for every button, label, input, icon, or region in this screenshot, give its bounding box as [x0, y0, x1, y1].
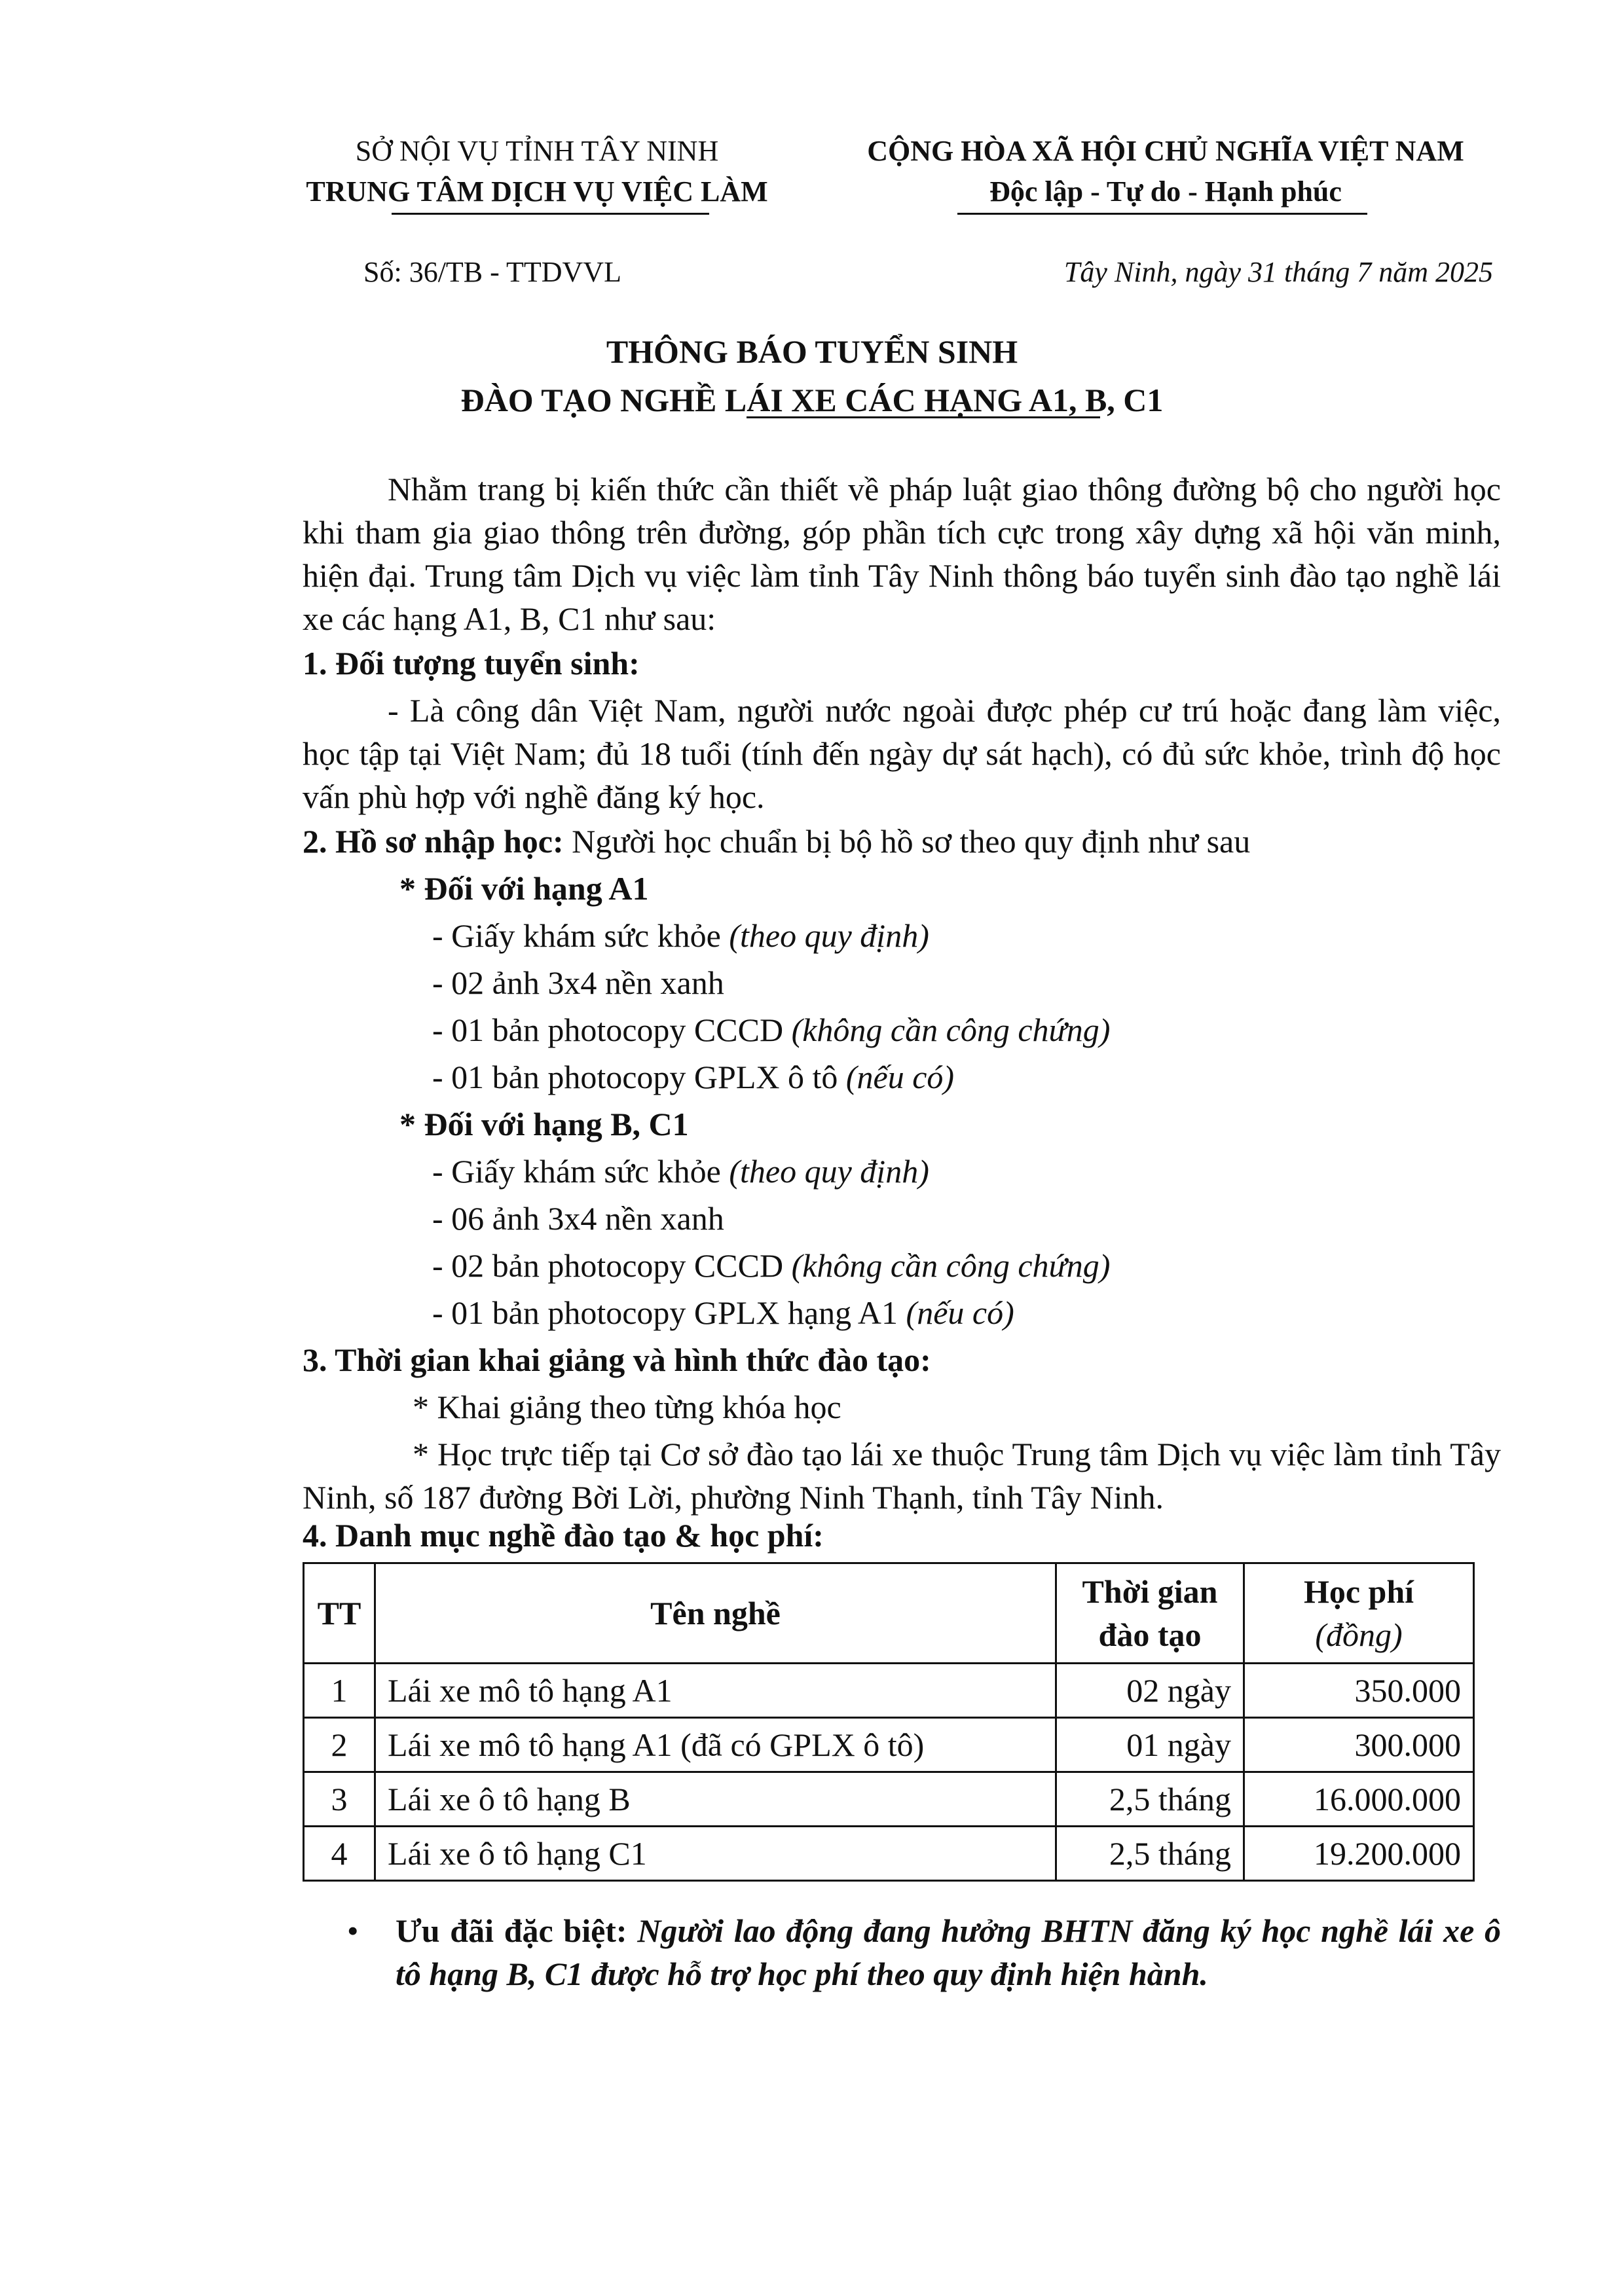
group-a1-title: * Đối với hạng A1 — [399, 870, 649, 907]
list-item: - 02 ảnh 3x4 nền xanh — [432, 964, 724, 1001]
section4-heading: 4. Danh mục nghề đào tạo & học phí: — [303, 1517, 824, 1554]
cell-fee: 19.200.000 — [1244, 1827, 1474, 1881]
col-header-name: Tên nghề — [375, 1563, 1056, 1664]
cell-tt: 1 — [304, 1664, 375, 1718]
table-header-row — [304, 1563, 1474, 1664]
group-bc1-title: * Đối với hạng B, C1 — [399, 1106, 689, 1142]
national-heading — [819, 131, 1513, 212]
document-number: Số: 36/TB - TTDVVL — [363, 256, 621, 288]
list-item: - Giấy khám sức khỏe (theo quy định) — [432, 1153, 929, 1190]
cell-name: Lái xe mô tô hạng A1 (đã có GPLX ô tô) — [375, 1718, 1056, 1772]
list-item: - 01 bản photocopy GPLX ô tô (nếu có) — [432, 1059, 955, 1095]
section1-text: - Là công dân Việt Nam, người nước ngoài được phép cư trú hoặc đang làm việc, học tập tại Việt Nam; đủ 18 tuổi (tính đến ngày dự sát hạch), có đủ sức khỏe, trình độ học vấn phù hợp với nghề đăng ký học. — [303, 692, 1501, 815]
notice-title-line1: THÔNG BÁO TUYỂN SINH — [606, 333, 1018, 370]
list-item: - Giấy khám sức khỏe (theo quy định) — [432, 917, 929, 954]
table-row — [304, 1718, 1474, 1772]
table-row — [304, 1827, 1474, 1881]
section2-heading-rest: Người học chuẩn bị bộ hồ sơ theo quy định như sau — [563, 823, 1251, 860]
title-underline — [747, 416, 1100, 418]
section1-heading: 1. Đối tượng tuyển sinh: — [303, 645, 640, 682]
cell-fee: 16.000.000 — [1244, 1772, 1474, 1827]
col-header-fee: Học phí (đồng) — [1244, 1563, 1474, 1664]
special-offer — [396, 1909, 1501, 1995]
cell-tt: 2 — [304, 1718, 375, 1772]
cell-name: Lái xe ô tô hạng C1 — [375, 1827, 1056, 1881]
section3-heading: 3. Thời gian khai giảng và hình thức đào tạo: — [303, 1341, 931, 1378]
cell-tt: 3 — [304, 1772, 375, 1827]
table-row — [304, 1772, 1474, 1827]
special-offer-text: Người lao động đang hưởng BHTN đăng ký học nghề lái xe ô tô hạng B, C1 được hỗ trợ học phí theo quy định hiện hành. — [396, 1912, 1502, 1992]
list-item: - 01 bản photocopy GPLX hạng A1 (nếu có) — [432, 1294, 1014, 1331]
cell-fee: 350.000 — [1244, 1664, 1474, 1718]
cell-time: 02 ngày — [1056, 1664, 1244, 1718]
cell-time: 01 ngày — [1056, 1718, 1244, 1772]
cell-fee: 300.000 — [1244, 1718, 1474, 1772]
motto-underline — [957, 213, 1367, 215]
cell-time: 2,5 tháng — [1056, 1827, 1244, 1881]
document-date: Tây Ninh, ngày 31 tháng 7 năm 2025 — [1063, 256, 1493, 288]
col-header-time: Thời gian đào tạo — [1056, 1563, 1244, 1664]
section3-item-location: * Học trực tiếp tại Cơ sở đào tạo lái xe thuộc Trung tâm Dịch vụ việc làm tỉnh Tây Ninh, số 187 đường Bời Lời, phường Ninh Thạnh, tỉnh Tây Ninh. — [303, 1436, 1501, 1516]
notice-title-line2: ĐÀO TẠO NGHỀ LÁI XE CÁC HẠNG A1, B, C1 — [460, 382, 1164, 418]
special-offer-label: Ưu đãi đặc biệt: — [396, 1912, 627, 1949]
list-item: - 02 bản photocopy CCCD (không cần công chứng) — [432, 1247, 1111, 1284]
section2-heading-line — [303, 820, 1250, 863]
fee-table — [303, 1562, 1475, 1882]
issuer-ministry: SỞ NỘI VỤ TỈNH TÂY NINH — [355, 135, 719, 167]
special-bullet: • — [347, 1912, 359, 1949]
national-name: CỘNG HÒA XÃ HỘI CHỦ NGHĨA VIỆT NAM — [867, 135, 1464, 167]
table-row — [304, 1664, 1474, 1718]
list-item: - 06 ảnh 3x4 nền xanh — [432, 1200, 724, 1237]
section3-item-opening: * Khai giảng theo từng khóa học — [413, 1389, 841, 1425]
issuer-block — [288, 131, 786, 212]
cell-tt: 4 — [304, 1827, 375, 1881]
issuer-center: TRUNG TÂM DỊCH VỤ VIỆC LÀM — [306, 175, 768, 208]
notice-title — [0, 327, 1624, 424]
national-motto: Độc lập - Tự do - Hạnh phúc — [989, 175, 1342, 208]
cell-time: 2,5 tháng — [1056, 1772, 1244, 1827]
cell-name: Lái xe mô tô hạng A1 — [375, 1664, 1056, 1718]
cell-name: Lái xe ô tô hạng B — [375, 1772, 1056, 1827]
intro-paragraph: Nhằm trang bị kiến thức cần thiết về pháp luật giao thông đường bộ cho người học khi tham gia giao thông trên đường, góp phần tích cực trong xây dựng xã hội văn minh, hiện đại. Trung tâm Dịch vụ việc làm tỉnh Tây Ninh thông báo tuyển sinh đào tạo nghề lái xe các hạng A1, B, C1 như sau: — [303, 471, 1501, 637]
section2-heading: 2. Hồ sơ nhập học: — [303, 823, 564, 860]
issuer-underline — [392, 213, 709, 215]
list-item: - 01 bản photocopy CCCD (không cần công chứng) — [432, 1011, 1111, 1048]
col-header-tt: TT — [304, 1563, 375, 1664]
